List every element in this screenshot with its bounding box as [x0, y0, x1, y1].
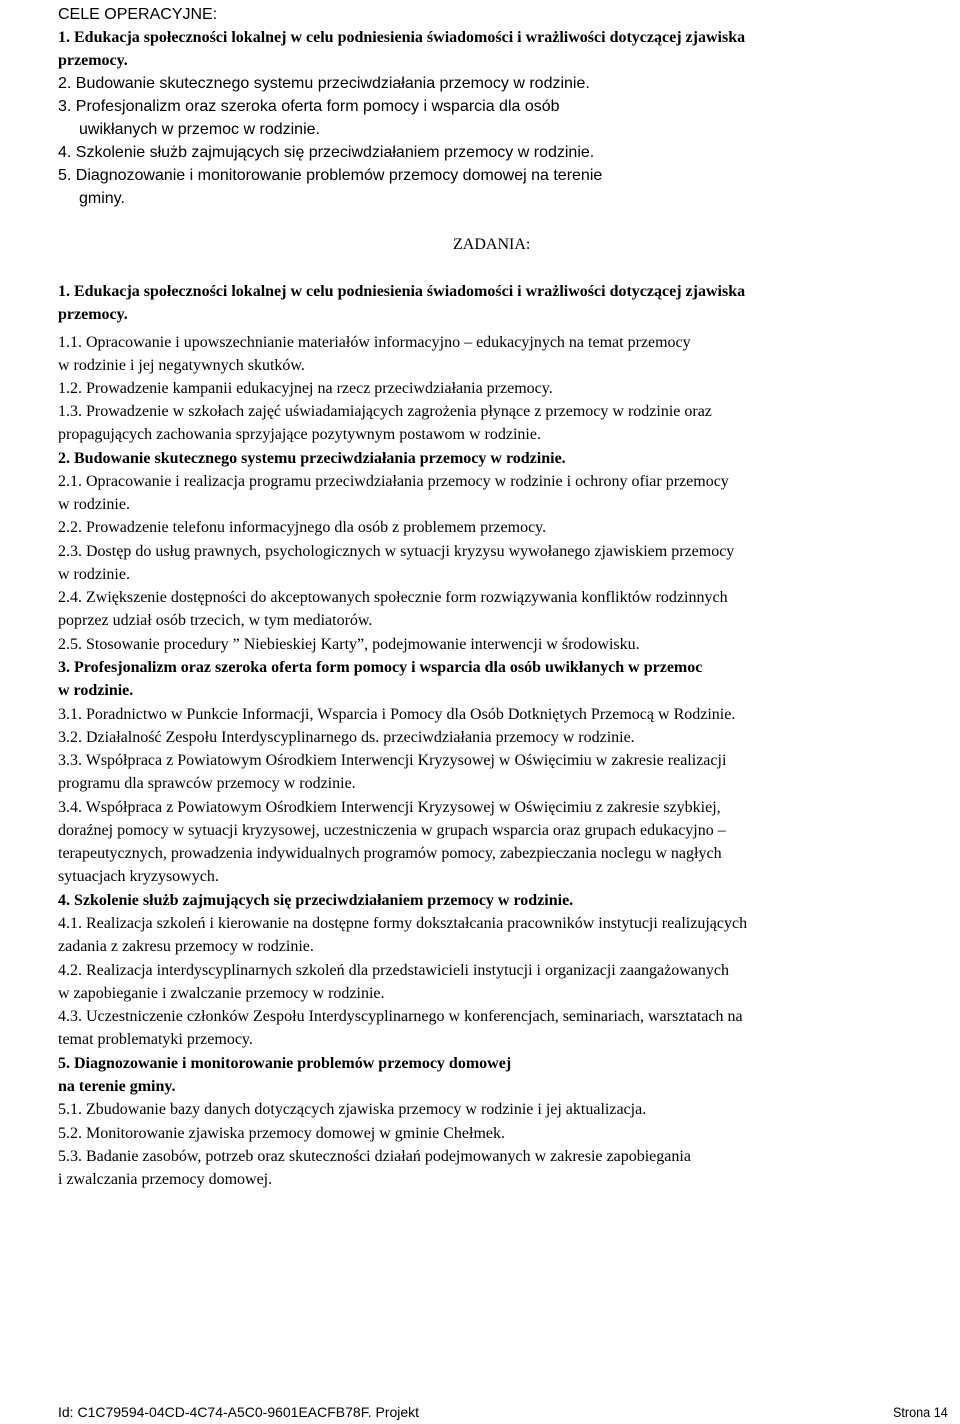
tasks-heading: ZADANIA:: [453, 236, 531, 253]
goal-1-cont: przemocy.: [58, 52, 128, 69]
task-3-4-cont-2: terapeutycznych, prowadzenia indywidualnych programów pomocy, zabezpieczania noclegu w nagłych: [58, 845, 722, 862]
task-3-4: 3.4. Współpraca z Powiatowym Ośrodkiem Interwencji Kryzysowej w Oświęcimiu z zakresie szybkiej,: [58, 799, 721, 816]
task-3-2: 3.2. Działalność Zespołu Interdyscyplinarnego ds. przeciwdziałania przemocy w rodzinie.: [58, 729, 635, 746]
goal-2: 2. Budowanie skutecznego systemu przeciwdziałania przemocy w rodzinie.: [58, 75, 590, 92]
task-1-3-cont: propagujących zachowania sprzyjające pozytywnym postawom w rodzinie.: [58, 426, 541, 443]
task-4-2-cont: w zapobieganie i zwalczanie przemocy w rodzinie.: [58, 985, 385, 1002]
task-2-3-cont: w rodzinie.: [58, 566, 130, 583]
goal-5-cont: gminy.: [79, 190, 125, 207]
goal-text: 1. Edukacja społeczności lokalnej w celu podniesienia świadomości i wrażliwości dotyczącej zjawiska: [58, 29, 746, 46]
task-3-4-cont-1: doraźnej pomocy w sytuacji kryzysowej, uczestniczenia w grupach wsparcia oraz grupach edukacyjno –: [58, 822, 726, 839]
task-1-1: 1.1. Opracowanie i upowszechnianie materiałów informacyjno – edukacyjnych na temat przemocy: [58, 334, 691, 351]
task-4-3-cont: temat problematyki przemocy.: [58, 1031, 253, 1048]
goal-4: 4. Szkolenie służb zajmujących się przeciwdziałaniem przemocy w rodzinie.: [58, 144, 595, 161]
task-2-5: 2.5. Stosowanie procedury ” Niebieskiej Karty”, podejmowanie interwencji w środowisku.: [58, 636, 640, 653]
goal-5: 5. Diagnozowanie i monitorowanie problemów przemocy domowej na terenie: [58, 167, 603, 184]
task-heading-4: 4. Szkolenie służb zajmujących się przeciwdziałaniem przemocy w rodzinie.: [58, 892, 574, 909]
task-2-1-cont: w rodzinie.: [58, 496, 130, 513]
task-heading-3-cont: w rodzinie.: [58, 682, 134, 699]
task-heading-1: 1. Edukacja społeczności lokalnej w celu podniesienia świadomości i wrażliwości dotyczącej zjawiska: [58, 283, 746, 300]
task-3-3: 3.3. Współpraca z Powiatowym Ośrodkiem Interwencji Kryzysowej w Oświęcimiu w zakresie realizacji: [58, 752, 727, 769]
goal-3: 3. Profesjonalizm oraz szeroka oferta form pomocy i wsparcia dla osób: [58, 98, 560, 115]
task-1-3: 1.3. Prowadzenie w szkołach zajęć uświadamiających zagrożenia płynące z przemocy w rodzinie oraz: [58, 403, 712, 420]
task-4-3: 4.3. Uczestniczenie członków Zespołu Interdyscyplinarnego w konferencjach, seminariach, warsztatach na: [58, 1008, 743, 1025]
task-2-2: 2.2. Prowadzenie telefonu informacyjnego dla osób z problemem przemocy.: [58, 519, 547, 536]
task-3-3-cont: programu dla sprawców przemocy w rodzinie.: [58, 775, 356, 792]
task-4-2: 4.2. Realizacja interdyscyplinarnych szkoleń dla przedstawicieli instytucji i organizacji zaangażowanych: [58, 962, 729, 979]
task-5-3-cont: i zwalczania przemocy domowej.: [58, 1171, 273, 1188]
task-3-4-cont-3: sytuacjach kryzysowych.: [58, 868, 219, 885]
footer-document-id: Id: C1C79594-04CD-4C74-A5C0-9601EACFB78F. Projekt: [58, 1404, 420, 1420]
task-5-3: 5.3. Badanie zasobów, potrzeb oraz skuteczności działań podejmowanych w zakresie zapobiegania: [58, 1148, 691, 1165]
task-heading-5: 5. Diagnozowanie i monitorowanie problemów przemocy domowej: [58, 1055, 512, 1072]
task-2-3: 2.3. Dostęp do usług prawnych, psychologicznych w sytuacji kryzysu wywołanego zjawiskiem przemocy: [58, 543, 735, 560]
task-2-4: 2.4. Zwiększenie dostępności do akceptowanych społecznie form rozwiązywania konfliktów rodzinnych: [58, 589, 728, 606]
task-heading-3: 3. Profesjonalizm oraz szeroka oferta form pomocy i wsparcia dla osób uwikłanych w przemoc: [58, 659, 703, 676]
goal-1: [58, 29, 948, 47]
task-5-1: 5.1. Zbudowanie bazy danych dotyczących zjawiska przemocy w rodzinie i jej aktualizacja.: [58, 1101, 647, 1118]
task-2-1: 2.1. Opracowanie i realizacja programu przeciwdziałania przemocy w rodzinie i ochrony ofiar przemocy: [58, 473, 729, 490]
task-1-1-cont: w rodzinie i jej negatywnych skutków.: [58, 357, 305, 374]
section-title: CELE OPERACYJNE:: [58, 6, 218, 23]
task-2-4-cont: poprzez udział osób trzecich, w tym mediatorów.: [58, 612, 373, 629]
footer-page-number: Strona 14: [893, 1404, 948, 1420]
task-4-1: 4.1. Realizacja szkoleń i kierowanie na dostępne formy dokształcania pracowników instytucji realizujących: [58, 915, 748, 932]
task-4-1-cont: zadania z zakresu przemocy w rodzinie.: [58, 938, 314, 955]
task-heading-1-cont: przemocy.: [58, 306, 128, 323]
task-1-2: 1.2. Prowadzenie kampanii edukacyjnej na rzecz przeciwdziałania przemocy.: [58, 380, 553, 397]
goal-3-cont: uwikłanych w przemoc w rodzinie.: [79, 121, 320, 138]
task-5-2: 5.2. Monitorowanie zjawiska przemocy domowej w gminie Chełmek.: [58, 1125, 506, 1142]
task-3-1: 3.1. Poradnictwo w Punkcie Informacji, Wsparcia i Pomocy dla Osób Dotkniętych Przemocą w Rodzinie.: [58, 706, 736, 723]
task-heading-5-cont: na terenie gminy.: [58, 1078, 176, 1095]
task-heading-2: 2. Budowanie skutecznego systemu przeciwdziałania przemocy w rodzinie.: [58, 450, 566, 467]
